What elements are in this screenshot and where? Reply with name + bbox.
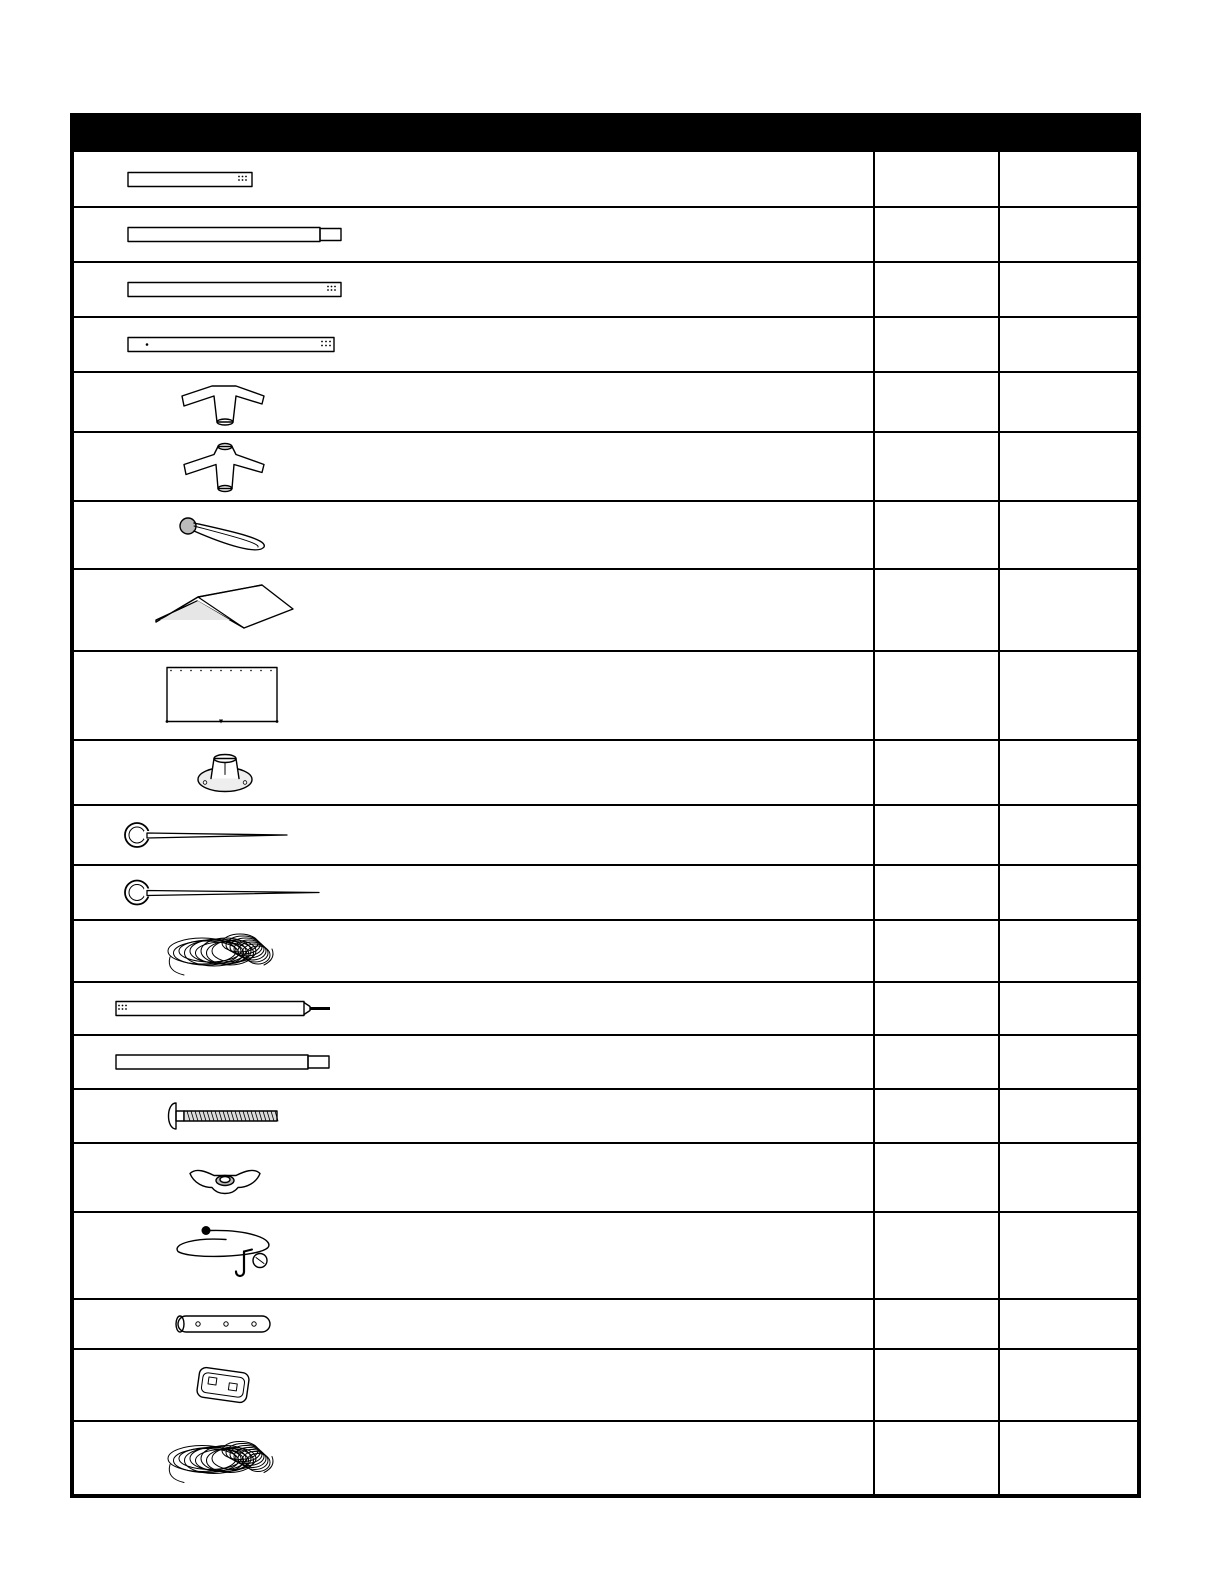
rope-tensioner-icon [196,1367,250,1404]
pole-connector-sleeve-icon [176,1316,270,1332]
part-row-10 [198,755,252,792]
ball-bungee-icon [180,518,264,550]
part-row-20 [196,1367,250,1404]
part-row-4 [128,338,334,352]
pole-long-holes-icon [128,283,341,297]
part-row-19 [176,1316,270,1332]
part-row-3 [128,283,341,297]
part-row-9 [166,668,279,724]
part-row-6 [184,444,264,492]
pole-short-icon [128,173,252,187]
foot-base-plate-icon [198,755,252,792]
part-row-2 [128,228,341,242]
leg-pole-with-pin-icon [116,1002,330,1016]
corner-connector-icon [182,386,264,425]
side-wall-panel-icon [166,668,279,724]
rope-coil-icon [168,934,273,975]
part-row-7 [180,518,264,550]
part-row-11 [125,823,287,847]
part-row-17 [190,1170,260,1193]
part-row-15 [116,1055,329,1069]
stake-short-icon [125,823,287,847]
pole-long-swaged-icon [128,228,341,242]
part-row-14 [116,1002,330,1016]
part-row-12 [125,881,319,905]
parts-table [72,115,1139,1496]
part-row-5 [182,386,264,425]
part-row-16 [169,1103,279,1129]
part-row-8 [156,585,293,628]
rope-coil-icon [168,1442,273,1483]
stake-long-icon [125,881,319,905]
middle-connector-icon [184,444,264,492]
bungee-cord-hook-icon [177,1226,269,1276]
pole-drilled-icon [128,338,334,352]
wing-nut-icon [190,1170,260,1193]
leg-pole-swaged-icon [116,1055,329,1069]
carriage-bolt-icon [169,1103,279,1129]
part-row-21 [168,1442,273,1483]
canopy-top-icon [156,585,293,628]
part-row-18 [177,1226,269,1276]
table-header-band [72,115,1139,152]
part-row-1 [128,173,252,187]
part-row-13 [168,934,273,975]
